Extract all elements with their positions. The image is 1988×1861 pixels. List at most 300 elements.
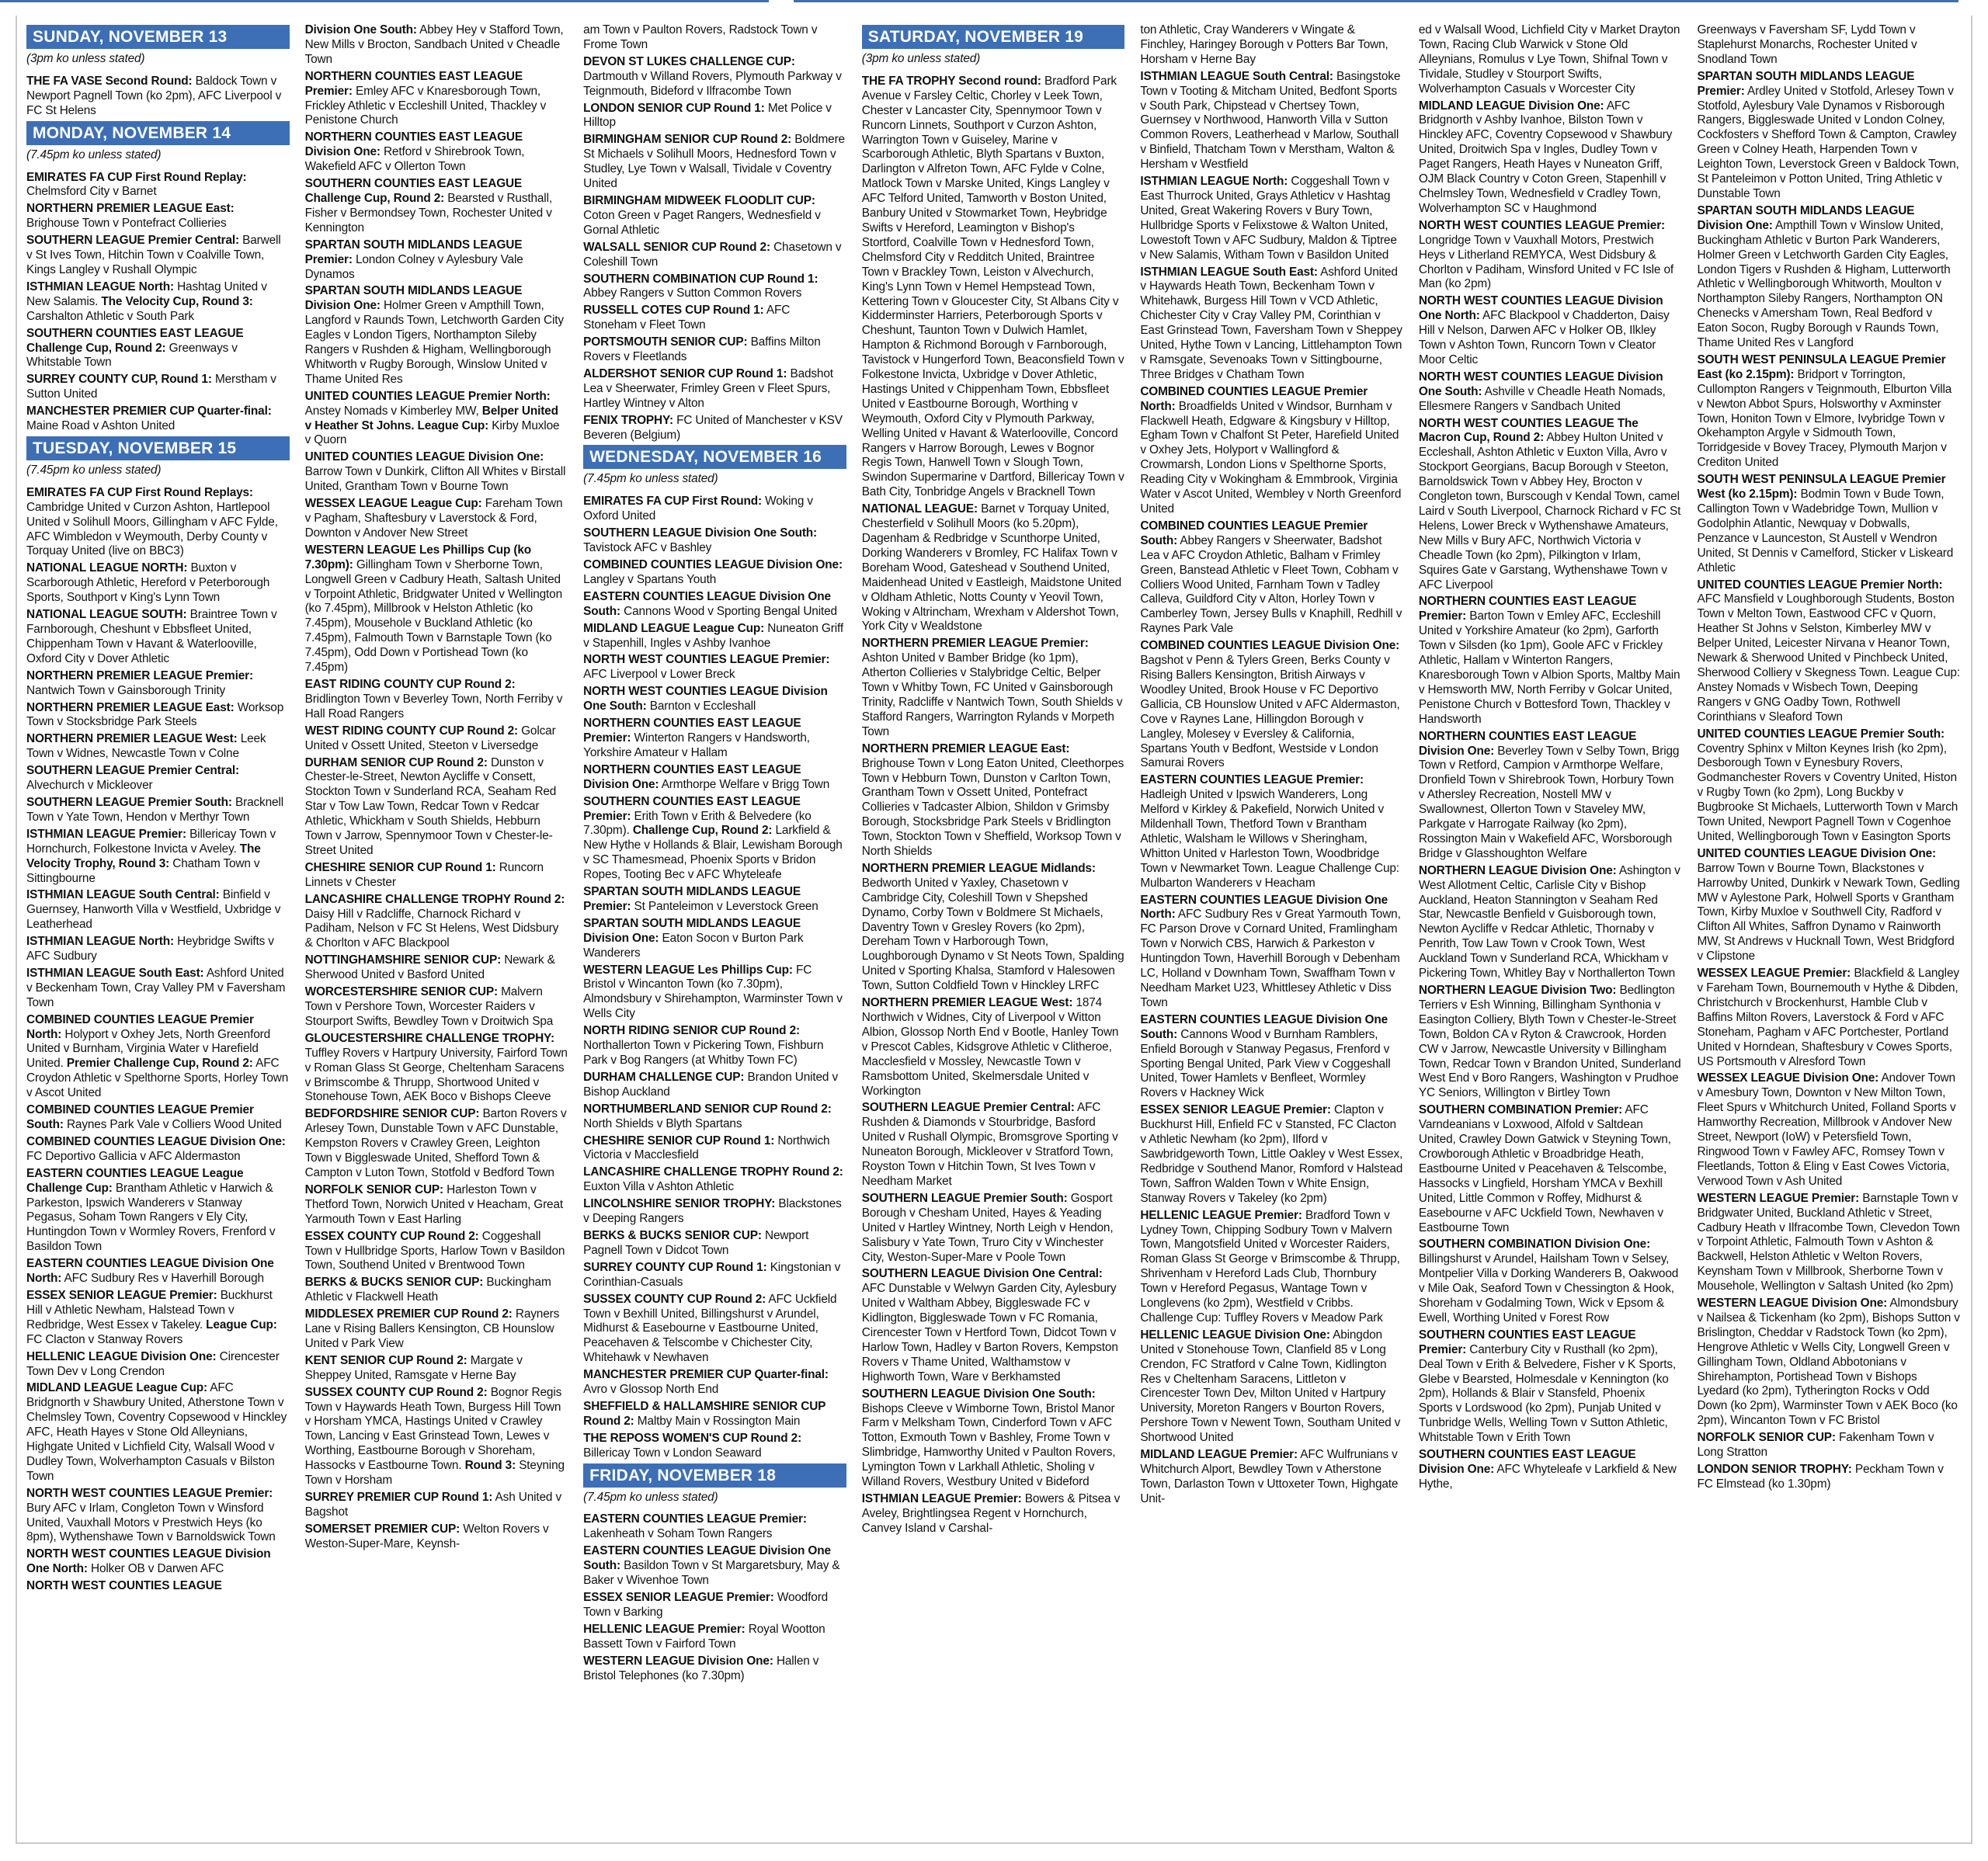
competition-name: Premier Challenge Cup, Round 2: [66, 1057, 253, 1071]
fixture-list: North Shields v Blyth Spartans [583, 1116, 742, 1130]
competition-name: EASTERN COUNTIES LEAGUE Division One South: [1140, 1012, 1388, 1041]
fixture-list: Emley AFC v Knaresborough Town, Frickley Athletic v Eccleshill United, Thackley v Penistone Church [304, 84, 547, 127]
fixture-list: Fakenham Town v Long Stratton [1697, 1431, 1934, 1460]
fixture-list: Boldmere St Michaels v Solihull Moors, Hednesford Town v Studley, Lye Town v Walsall, Tividale v Coventry United [583, 133, 845, 191]
fixture-entry [583, 1197, 846, 1227]
competition-name: NORFOLK SENIOR CUP: [1697, 1431, 1836, 1445]
fixture-list: Barton Rovers v Arlesey Town, Dunstable Town v AFC Dunstable, Kempston Rovers v Crawley Green, Leighton Town v Biggleswade United, Shefford Town & Campton v Luton Town, Stotfold v Bedford Town [304, 1107, 567, 1179]
fixture-entry [305, 130, 568, 175]
fixture-list: AFC Sudbury Res v Great Yarmouth Town, FC Parson Drove v Cornard United, Framlingham Town v Norwich CBS, Harwich & Parkeston v Huntingdon Town, Haverhill Borough v Debenham LC, Holland v Downham Town, Swaffham Town v Needham Market U23, Whittlesey Athletic v Diss Town [1140, 908, 1401, 1009]
fixture-list: Billingshurst v Arundel, Hailsham Town v Selsey, Montpelier Villa v Dorking Wanderers B, Oakwood v Mile Oak, Seaford Town v Chessington & Hook, Shoreham v Godalming Town, Wick v Epsom & Ewell, Worthing United v Forest Row [1418, 1252, 1679, 1325]
fixture-list: Cannons Wood v Sporting Bengal United [624, 604, 837, 618]
competition-name: SOUTHERN LEAGUE Premier Central: [26, 764, 239, 778]
fixture-list: Greenways v Faversham SF, Lydd Town v Staplehurst Monarchs, Rochester United v Snodland Town [1697, 23, 1917, 66]
fixture-entry [26, 1350, 290, 1380]
fixture-entry [1419, 417, 1682, 593]
competition-name: CHESHIRE SENIOR CUP Round 1: [304, 860, 496, 874]
fixture-list: Nuneaton Griff v Stapenhill, Ingles v Ashby Ivanhoe [583, 621, 843, 650]
competition-name: BEDFORDSHIRE SENIOR CUP: [304, 1107, 480, 1121]
fixture-list: FC Bristol v Wincanton Town (ko 7.30pm), Almondsbury v Shirehampton, Warminster Town v Wells City [583, 963, 843, 1021]
fixture-list: Brantham Athletic v Harwich & Parkeston, Ipswich Wanderers v Stanway Pegasus, Soham Town Rangers v Ely City, Huntingdon Town v Wormley Rovers, Frenford v Basildon Town [26, 1181, 276, 1254]
fixture-list: AFC Whyteleafe v Larkfield & New Hythe, [1418, 1463, 1677, 1491]
fixture-list: 1874 Northwich v Widnes, City of Liverpool v Witton Albion, Glossop North End v Bootle, Hanley Town v Prescot Cables, Kidsgrove Athletic v Clitheroe, Macclesfield v Mossley, Newcastle Town v Ramsbottom United, Skelmersdale United v Workington [861, 996, 1119, 1098]
fixture-list: Barnton v Eccleshall [649, 700, 756, 713]
fixture-list: Alvechurch v Mickleover [26, 779, 153, 793]
fixture-list: Bagshot v Penn & Tylers Green, Berks County v Rising Ballers Kensington, British Airways v Woodley United, Brook House v FC Deportivo Gallicia, CB Hounslow United v AFC Aldermaston, Cove v Raynes Lane, Hillingdon Borough v Langley, Molesey v Eversley & California, Spartans Youth v Bedfont, Westside v London Samurai Rovers [1140, 654, 1400, 770]
competition-name: EASTERN COUNTIES LEAGUE Division One South: [583, 589, 831, 618]
competition-name: WORCESTERSHIRE SENIOR CUP: [304, 985, 498, 999]
fixture-entry [1140, 519, 1403, 637]
fixtures-column [583, 23, 846, 1836]
competition-name: NORTHERN PREMIER LEAGUE Premier: [861, 637, 1089, 651]
fixture-list: ton Athletic, Cray Wanderers v Wingate & Finchley, Haringey Borough v Potters Bar Town, Horsham v Herne Bay [1140, 23, 1388, 66]
fixture-list: Peckham Town v FC Elmstead (ko 1.30pm) [1697, 1463, 1944, 1491]
competition-name: MANCHESTER PREMIER CUP Quarter-final: [26, 404, 272, 418]
fixture-entry [1140, 639, 1403, 771]
fixture-entry [305, 70, 568, 129]
fixtures-column [26, 23, 290, 1836]
fixture-entry [583, 1261, 846, 1290]
competition-name: SUSSEX COUNTY CUP Round 2: [304, 1385, 488, 1399]
fixture-list: AFC Bridgnorth v Shawbury United, Atherstone Town v Chelmsley Town, Coventry Copsewood v Hinckley AFC, Heath Hayes v Stone Old Alleynians, Highgate United v Lichfield City, Walsall Wood v Dudley Town, Wolverhampton Casuals v Bilston Town [26, 1381, 287, 1483]
competition-name: NORTHERN LEAGUE Division One: [1418, 863, 1617, 877]
competition-name: UNITED COUNTIES LEAGUE Premier North: [1697, 578, 1943, 592]
fixture-entry [583, 495, 846, 524]
fixture-entry [305, 1354, 568, 1384]
fixture-list: AFC Bridgnorth v Ashby Ivanhoe, Bilston Town v Hinckley AFC, Coventry Copsewood v Shawbury United, Droitwich Spa v Ingles, Dudley Town v Paget Rangers, Heath Hayes v Nuneaton Griff, OJM Black Country v Coton Green, Stapenhill v Chelmsley Town, Wednesfield v Cradley Town, Wolverhampton SC v Haughmond [1418, 99, 1673, 215]
fixture-list: Welton Rovers v Weston-Super-Mare, Keynsh- [304, 1522, 549, 1550]
competition-name: HELLENIC LEAGUE Division One: [26, 1349, 217, 1363]
competition-name: SOUTHERN COUNTIES EAST LEAGUE Premier: [583, 794, 801, 823]
competition-name: SOUTHERN LEAGUE Premier South: [861, 1191, 1068, 1205]
fixture-entry [583, 367, 846, 411]
fixture-entry [26, 1381, 290, 1484]
competition-name: EASTERN COUNTIES LEAGUE Division One North: [26, 1257, 274, 1286]
competition-name: League Cup: [206, 1318, 277, 1332]
fixture-list: Gosport Borough v Chesham United, Hayes & Yeading United v Hartley Wintney, North Leigh v Hendon, Salisbury v Yate Town, Truro City v Winchester City, Weston-Super-Mare v Poole Town [861, 1191, 1114, 1264]
fixture-list: Ashford United v Haywards Heath Town, Beckenham Town v Whitehawk, Burgess Hill Town v VCD Athletic, Chichester City v Cray Valley PM, Corinthian v East Grinstead Town, Faversham Town v Sheppey United, Hythe Town v Lancing, Littlehampton Town v Ramsgate, Sevenoaks Town v Sittingbourne, Three Bridges v Chatham Town [1140, 265, 1402, 381]
fixture-entry [1140, 894, 1403, 1011]
fixture-entry [26, 701, 290, 731]
fixture-entry [583, 55, 846, 99]
competition-name: WESSEX LEAGUE Premier: [1697, 967, 1851, 981]
fixture-list: Ashton United v Bamber Bridge (ko 1pm), Atherton Collieries v Stalybridge Celtic, Belper Town v Whitby Town, FC United v Gainsborough Trinity, Radcliffe v Nantwich Town, South Shields v Stafford Rangers, Warrington Rylands v Morpeth Town [861, 651, 1123, 738]
competition-name: ESSEX SENIOR LEAGUE Premier: [26, 1288, 217, 1302]
fixtures-column [862, 23, 1125, 1836]
fixture-entry [583, 622, 846, 651]
fixture-entry [583, 717, 846, 761]
fixture-list: AFC Wulfrunians v Whitchurch Alport, Bewdley Town v Atherstone Town, Darlaston Town v Uttoxeter Town, Highgate Unit- [1140, 1448, 1399, 1505]
fixture-entry [1697, 847, 1960, 964]
day-heading: MONDAY, NOVEMBER 14 [26, 121, 290, 145]
competition-name: EASTERN COUNTIES LEAGUE Division One South: [583, 1544, 831, 1573]
fixture-entry [1697, 353, 1960, 470]
fixture-entry [583, 1134, 846, 1164]
competition-name: GLOUCESTERSHIRE CHALLENGE TROPHY: [304, 1031, 554, 1045]
competition-name: SOUTHERN COUNTIES EAST LEAGUE Premier: [1418, 1328, 1636, 1356]
competition-name: SOUTH WEST PENINSULA LEAGUE Premier East (ko 2.15pm): [1697, 352, 1946, 381]
fixture-entry [305, 985, 568, 1029]
fixture-list: Runcorn Linnets v Chester [304, 860, 544, 889]
fixture-entry [1419, 23, 1682, 97]
top-rule-segment-1 [0, 0, 769, 2]
competition-name: HELLENIC LEAGUE Premier: [1140, 1208, 1302, 1222]
competition-name: ESSEX SENIOR LEAGUE Premier: [1140, 1103, 1331, 1117]
competition-name: WESTERN LEAGUE Premier: [1697, 1191, 1860, 1205]
competition-name: LANCASHIRE CHALLENGE TROPHY Round 2: [583, 1165, 843, 1179]
fixture-entry [305, 953, 568, 983]
competition-name: WALSALL SENIOR CUP Round 2: [583, 240, 770, 254]
fixture-list: AFC Sudbury Res v Haverhill Borough [64, 1272, 264, 1286]
fixture-list: Ashington v West Allotment Celtic, Carlisle City v Bishop Auckland, Heaton Stannington v Seaham Red Star, Newcastle Benfield v Guisborough town, Newton Aycliffe v Redcar Athletic, Thornaby v Penrith, Tow Law Town v Crook Town, West Auckland Town v Sunderland RCA, Whickham v Pickering Town, Whitley Bay v Northallerton Town [1418, 863, 1680, 981]
fixture-entry [1419, 1238, 1682, 1325]
fixture-entry [583, 885, 846, 915]
fixture-list: Bury AFC v Irlam, Congleton Town v Winsford United, Vauxhall Motors v Prestwich Heys (ko 8pm), Wythenshawe Town v Barnoldswick Town [26, 1501, 276, 1544]
competition-name: SOUTHERN LEAGUE Premier Central: [26, 234, 239, 248]
fixture-entry [583, 763, 846, 793]
fixture-list: Coventry Sphinx v Milton Keynes Irish (ko 2pm), Desborough Town v Eynesbury Rovers, Godmanchester Rovers v Coventry United, Histon v Rugby Town (ko 2pm), Long Buckby v Bugbrooke St Michaels, Lutterworth Town v March Town United, Newport Pagnell Town v Cogenhoe United, Wellingborough Town v Easington Sports [1697, 741, 1958, 843]
competition-name: UNITED COUNTIES LEAGUE Division One: [1697, 846, 1937, 860]
competition-name: SOUTHERN COMBINATION Division One: [1418, 1238, 1651, 1252]
competition-name: SPARTAN SOUTH MIDLANDS LEAGUE Division One: [583, 916, 801, 945]
fixture-entry [1419, 219, 1682, 293]
competition-name: RUSSELL COTES CUP Round 1: [583, 304, 764, 318]
competition-name: BERKS & BUCKS SENIOR CUP: [583, 1228, 762, 1242]
fixture-entry [305, 756, 568, 859]
competition-name: Belper United v Heather St Johns. League Cup: [304, 404, 558, 432]
fixture-list: FC Deportivo Gallicia v AFC Aldermaston [26, 1149, 241, 1163]
fixture-list: Bearsted v Rusthall, Fisher v Bermondsey Town, Rochester United v Kennington [304, 191, 552, 234]
fixture-entry [583, 102, 846, 131]
fixture-entry [583, 241, 846, 270]
fixture-list: am Town v Paulton Rovers, Radstock Town v Frome Town [583, 23, 818, 51]
fixture-list: Barwell v St Ives Town, Hitchin Town v Coalville Town, Kings Langley v Rushall Olympic [26, 234, 281, 276]
competition-name: WESSEX LEAGUE League Cup: [304, 497, 482, 511]
fixture-list: Cirencester Town Dev v Long Crendon [26, 1349, 280, 1378]
fixture-entry [26, 327, 290, 371]
fixture-list: Brandon United v Bishop Auckland [583, 1070, 839, 1099]
fixture-entry [305, 1522, 568, 1552]
fixture-entry [26, 1167, 290, 1255]
kickoff-note: (7.45pm ko unless stated) [26, 463, 162, 477]
competition-name: MIDLAND LEAGUE Division One: [1418, 99, 1604, 113]
day-heading: WEDNESDAY, NOVEMBER 16 [583, 445, 846, 469]
fixture-entry [26, 1579, 290, 1594]
competition-name: CHESHIRE SENIOR CUP Round 1: [583, 1134, 775, 1148]
competition-name: NORTHERN PREMIER LEAGUE East: [26, 202, 235, 216]
fixture-list: Bishops Cleeve v Wimborne Town, Bristol Manor Farm v Melksham Town, Cinderford Town v AFC Totton, Exmouth Town v Bashley, Frome Town v Slimbridge, Hamworthy United v Paulton Rovers, Lymington Town v Larkhall Athletic, Sholing v Willand Rovers, Westbury United v Bideford [861, 1401, 1116, 1489]
fixture-entry [1140, 70, 1403, 172]
fixture-entry [26, 1289, 290, 1348]
competition-name: Division One South: [304, 23, 417, 36]
fixture-list: Worksop Town v Stocksbridge Park Steels [26, 700, 284, 729]
fixture-list: Eaton Socon v Burton Park Wanderers [583, 931, 804, 960]
fixture-list: ed v Walsall Wood, Lichfield City v Market Drayton Town, Racing Club Warwick v Stone Old Alleynians, Romulus v Lye Town, Shifnal Town v Tividale, Studley v Stourport Swifts, Wolverhampton Casuals v Worcester City [1418, 23, 1680, 95]
fixture-list: Ampthill Town v Winslow United, Buckingham Athletic v Burton Park Wanderers, Holmer Green v Letchworth Garden City Eagles, London Tigers v Rushden & Higham, Lutterworth Athletic v Wellingborough Whitworth, Moulton v Northampton Sileby Rangers, Northampton ON Chenecks v Amersham Town, Real Bedford v Eaton Socon, Rugby Borough v Raunds Town, Thame United Res v Langford [1697, 218, 1951, 350]
fixture-list: Almondsbury v Nailsea & Tickenham (ko 2pm), Bishops Sutton v Brislington, Cheddar v Radstock Town (ko 2pm), Hengrove Athletic v Wells City, Longwell Green v Gillingham Town, Oldland Abbotonians v Shirehampton, Portishead Town v Bishops Lyedard (ko 2pm), Tytherington Rocks v Odd Down (ko 2pm), Warminster Town v AEK Boco (ko 2pm), Wincanton Town v FC Bristol [1697, 1297, 1960, 1428]
competition-name: EMIRATES FA CUP First Round Replays: [26, 485, 253, 499]
fixture-list: Avro v Glossop North End [583, 1383, 719, 1397]
fixture-entry [305, 23, 568, 68]
competition-name: SURREY PREMIER CUP Round 1: [304, 1491, 493, 1504]
competition-name: NOTTINGHAMSHIRE SENIOR CUP: [304, 953, 502, 967]
day-heading: FRIDAY, NOVEMBER 18 [583, 1463, 846, 1488]
competition-name: BERKS & BUCKS SENIOR CUP: [304, 1276, 484, 1290]
fixture-entry [26, 202, 290, 231]
competition-name: SOUTHERN LEAGUE Division One South: [583, 526, 818, 540]
fixture-list: AFC Mansfield v Loughborough Students, Boston Town v Melton Town, Eastwood CFC v Quorn, Heather St Johns v Selston, Kimberley MW v Belper United, Leicester Nirvana v Heanor Town, Newark & Sherwood United v Pinchbeck United, Sherwood Colliery v Skegness Town. League Cup: Anstey Nomads v Wisbech Town, Deeping Rangers v GNG Oadby Town, Rothwell Corinthians v Sleaford Town [1697, 592, 1960, 724]
fixture-entry [26, 669, 290, 699]
competition-name: SPARTAN SOUTH MIDLANDS LEAGUE Premier: [304, 238, 523, 266]
kickoff-note: (7.45pm ko unless stated) [583, 472, 718, 486]
fixture-entry [1697, 1192, 1960, 1294]
competition-name: COMBINED COUNTIES LEAGUE Premier South: [26, 1103, 254, 1131]
fixture-entry [26, 373, 290, 402]
fixture-entry [583, 1544, 846, 1588]
fixture-list: AFC Croydon Athletic v Spelthorne Sports, Horley Town v Ascot United [26, 1057, 289, 1100]
kickoff-note: (3pm ko unless stated) [861, 52, 981, 65]
fixture-list: Barnet v Torquay United, Chesterfield v Solihull Moors (ko 5.20pm), Dagenham & Redbridge v Scunthorpe United, Dorking Wanderers v Bromley, FC Halifax Town v Boreham Wood, Gateshead v Southend United, Maidenhead United v Eastleigh, Maidstone United v Oldham Athletic, Notts County v Yeovil Town, Woking v Altrincham, Wrexham v Aldershot Town, York City v Wealdstone [861, 502, 1122, 634]
competition-name: THE FA VASE Second Round: [26, 74, 193, 88]
competition-name: UNITED COUNTIES LEAGUE Premier South: [1697, 727, 1945, 741]
competition-name: ISTHMIAN LEAGUE Premier: [861, 1492, 1022, 1505]
fixture-entry [583, 1229, 846, 1259]
fixture-entry [1419, 370, 1682, 415]
competition-name: EASTERN COUNTIES LEAGUE League Challenge Cup: [26, 1166, 244, 1195]
competition-name: ESSEX SENIOR LEAGUE Premier: [583, 1591, 774, 1604]
fixture-entry [305, 1230, 568, 1274]
fixture-list: Met Police v Hilltop [583, 101, 832, 130]
fixture-entry [305, 861, 568, 891]
fixture-list: Andover Town v Amesbury Town, Downton v New Milton Town, Fleet Spurs v Whitchurch United, Folland Sports v Hamworthy Recreation, Millbrook v Andover New Street, Newport (IoW) v Petersfield Town, Ringwood Town v Fawley AFC, Romsey Town v Fleetlands, Totton & Eling v East Cowes Victoria, Verwood Town v Ash United [1697, 1071, 1956, 1188]
fixture-list: Barnstaple Town v Bridgwater United, Buckland Athletic v Street, Cadbury Heath v Ilfracombe Town, Clevedon Town v Torpoint Athletic, Falmouth Town v Ashton & Backwell, Helston Athletic v Welton Rovers, Keynsham Town v Millbrook, Sherborne Town v Mousehole, Wellington v Saltash United (ko 2pm) [1697, 1191, 1960, 1293]
fixture-entry [305, 497, 568, 541]
fixture-list: Bradford Park Avenue v Farsley Celtic, Chorley v Leek Town, Chester v Lancaster City, Spennymoor Town v Runcorn Linnets, Southport v Curzon Ashton, Warrington Town v Guiseley, Marine v Scarborough Athletic, Blyth Spartans v Buxton, Darlington v Alfreton Town, AFC Fylde v Colne, Matlock Town v Marske United, Kings Langley v AFC Telford United, Tamworth v Boston United, Banbury United v Stowmarket Town, Heybridge Swifts v Hereford, Leamington v Bishop's Stortford, Coalville Town v Hednesford Town, Chelmsford City v Redditch United, Braintree Town v Brackley Town, Leiston v Alvechurch, King's Lynn Town v Hemel Hempstead Town, Kettering Town v Gloucester City, St Albans City v Kidderminster Harriers, Peterborough Sports v Cheshunt, Taunton Town v Dulwich Hamlet, Hampton & Richmond Borough v Farnborough, Tavistock v Hungerford Town, Beaconsfield Town v Folkestone Invicta, Uxbridge v Dover Athletic, Hastings United v Chippenham Town, Ebbsfleet United v Eastbourne Borough, Worthing v Weymouth, Oxford City v Plymouth Parkway, Welling United v Havant & Waterlooville, Concord Rangers v Harrow Borough, Lewes v Bognor Regis Town, Hanwell Town v Slough Town, Swindon Supermarine v Dartford, Billericay Town v Bath City, Tonbridge Angels v Bracknell Town [861, 74, 1124, 499]
competition-name: NORTH WEST COUNTIES LEAGUE Division One North: [26, 1547, 271, 1576]
fixture-entry [862, 996, 1125, 1099]
competition-name: NORTHERN PREMIER LEAGUE West: [861, 996, 1073, 1010]
fixture-entry [1697, 727, 1960, 845]
competition-name: SOUTHERN LEAGUE Division One South: [861, 1387, 1096, 1401]
fixture-entry [26, 404, 290, 434]
fixture-list: Kirby Muxloe v Quorn [304, 418, 560, 447]
fixture-entry [1697, 578, 1960, 725]
fixture-entry [305, 238, 568, 283]
fixture-entry [583, 590, 846, 620]
fixture-entry [26, 1013, 290, 1101]
fixture-entry [583, 1623, 846, 1652]
fixture-entry [1140, 1103, 1403, 1206]
fixture-list: Winterton Rangers v Handsworth, Yorkshire Amateur v Hallam [583, 731, 810, 759]
fixture-entry [1140, 1013, 1403, 1101]
fixture-entry [583, 1368, 846, 1397]
competition-name: SOUTHERN LEAGUE Premier South: [26, 795, 232, 809]
competition-name: NORTH WEST COUNTIES LEAGUE Premier: [583, 653, 830, 667]
competition-name: SOUTHERN COMBINATION Premier: [1418, 1103, 1623, 1117]
competition-name: ISTHMIAN LEAGUE South East: [1140, 265, 1318, 279]
fixture-entry [26, 1257, 290, 1286]
fixture-list: Tavistock AFC v Bashley [583, 541, 712, 555]
fixture-entry [1140, 23, 1403, 68]
fixture-list: Retford v Shirebrook Town, Wakefield AFC v Ollerton Town [304, 145, 525, 174]
fixture-list: Abbey Rangers v Sutton Common Rovers [583, 286, 802, 300]
competition-name: NORTHERN PREMIER LEAGUE East: [861, 741, 1070, 755]
competition-name: WESTERN LEAGUE Les Phillips Cup: [583, 963, 793, 977]
competition-name: HELLENIC LEAGUE Division One: [1140, 1328, 1330, 1342]
fixture-entry [305, 390, 568, 449]
competition-name: LONDON SENIOR TROPHY: [1697, 1463, 1852, 1476]
fixture-list: Barrow Town v Dunkirk, Clifton All Whites v Birstall United, Grantham Town v Bourne Town [304, 465, 566, 494]
competition-name: ALDERSHOT SENIOR CUP Round 1: [583, 366, 787, 380]
competition-name: NATIONAL LEAGUE NORTH: [26, 561, 188, 575]
fixture-entry [26, 1487, 290, 1546]
fixture-entry [1419, 984, 1682, 1101]
competition-name: SOUTHERN COUNTIES EAST LEAGUE Challenge Cup, Round 2: [304, 177, 523, 205]
competition-name: ISTHMIAN LEAGUE North: [1140, 175, 1288, 189]
fixture-list: Abbey Rangers v Sheerwater, Badshot Lea v AFC Croydon Athletic, Balham v Frimley Green, Banstead Athletic v Fleet Town, Cobham v Colliers Wood United, Farnham Town v Tadley Calleva, Guildford City v Alton, Horley Town v Camberley Town, Jersey Bulls v Knaphill, Redhill v Raynes Park Vale [1140, 533, 1402, 636]
fixture-entry [1697, 204, 1960, 351]
competition-name: COMBINED COUNTIES LEAGUE Division One: [583, 558, 843, 571]
fixture-entry [26, 486, 290, 560]
fixture-entry [1697, 23, 1960, 68]
competition-name: SPARTAN SOUTH MIDLANDS LEAGUE Division One: [304, 284, 523, 313]
kickoff-note: (3pm ko unless stated) [26, 52, 145, 65]
competition-name: ISTHMIAN LEAGUE South East: [26, 966, 204, 980]
fixture-list: Binfield v Guernsey, Hanworth Villa v Westfield, Uxbridge v Leatherhead [26, 888, 281, 932]
competition-name: DURHAM CHALLENGE CUP: [583, 1070, 745, 1084]
fixture-list: Newport Pagnell Town v Didcot Town [583, 1228, 809, 1257]
fixture-entry [26, 888, 290, 932]
competition-name: SUSSEX COUNTY CUP Round 2: [583, 1292, 766, 1306]
fixture-entry [583, 795, 846, 883]
fixture-list: Newark & Sherwood United v Basford United [304, 953, 555, 982]
fixture-list: Basildon Town v St Margaretsbury, May & Baker v Wivenhoe Town [583, 1559, 840, 1588]
fixture-entry [1697, 473, 1960, 575]
fixture-entry [1697, 70, 1960, 202]
fixture-entry [1140, 266, 1403, 383]
fixture-list: Gillingham Town v Sherborne Town, Longwell Green v Cadbury Heath, Saltash United v Torpoint Athletic, Bridgwater United v Wellington (ko 7.45pm), Millbrook v Helston Athletic (ko 7.45pm), Mousehole v Buckland Athletic (ko 7.45pm), Falmouth Town v Barnstaple Town (ko 7.45pm), Odd Down v Portishead Town (ko 7.45pm) [304, 557, 562, 675]
competition-name: ESSEX COUNTY CUP Round 2: [304, 1229, 479, 1243]
fixture-entry [1140, 1448, 1403, 1507]
fixture-list: Braintree Town v Farnborough, Cheshunt v Ebbsfleet United, Chippenham Town v Havant & Waterlooville, Oxford City v Dover Athletic [26, 608, 277, 665]
fixture-list: Beverley Town v Selby Town, Brigg Town v Retford, Campion v Armthorpe Welfare, Dronfield Town v Shirebrook Town, Horbury Town v Athersley Recreation, Nostell MW v Swallownest, Ollerton Town v Staveley MW, Parkgate v Harrogate Railway (ko 2pm), Rossington Main v Wakefield AFC, Worsborough Bridge v Glasshoughton Welfare [1418, 744, 1680, 860]
fixture-list: Ashville v Cheadle Heath Nomads, Ellesmere Rangers v Sandbach United [1418, 384, 1666, 413]
day-heading: SATURDAY, NOVEMBER 19 [862, 25, 1125, 49]
fixture-list: Harleston Town v Thetford Town, Norwich United v Heacham, Great Yarmouth Town v East Harling [304, 1182, 563, 1226]
competition-name: COMBINED COUNTIES LEAGUE Premier South: [1140, 519, 1368, 547]
fixture-list: Bedlington Terriers v Esh Winning, Billingham Synthonia v Easington Colliery, Blyth Town v Chester-le-Street Town, Boldon CA v Ryton & Crawcrook, Horden CW v Jarrow, Newcastle University v Billingham Town, Redcar Town v Brandon United, Sunderland West End v Boro Rangers, Washington v Prudhoe YC Seniors, Willington v Birtley Town [1418, 984, 1681, 1100]
fixture-entry [1419, 595, 1682, 727]
fixture-list: AFC Varndeanians v Loxwood, Alfold v Saltdean United, Crawley Down Gatwick v Steyning Town, Crowborough Athletic v Broadbridge Heath, Eastbourne United v Peacehaven & Telscombe, Hassocks v Lingfield, Horsham YMCA v Bexhill United, Little Common v Roffey, Midhurst & Easebourne v AFC Uckfield Town, Newhaven v Eastbourne Town [1418, 1103, 1671, 1234]
fixture-list: Langley v Spartans Youth [583, 572, 717, 586]
competition-name: NATIONAL LEAGUE SOUTH: [26, 608, 187, 622]
fixture-entry [583, 558, 846, 588]
fixture-entry [1697, 1297, 1960, 1429]
fixture-list: Blackstones v Deeping Rangers [583, 1197, 842, 1226]
fixture-list: Hashtag United v New Salamis. [26, 279, 267, 308]
fixture-entry [26, 608, 290, 667]
competition-name: UNITED COUNTIES LEAGUE Premier North: [304, 389, 551, 403]
fixture-list: Abbey Hey v Stafford Town, New Mills v Brocton, Sandbach United v Cheadle Town [304, 23, 564, 66]
fixture-entry [305, 678, 568, 722]
competition-name: SOMERSET PREMIER CUP: [304, 1522, 461, 1536]
fixture-entry [583, 23, 846, 53]
competition-name: BIRMINGHAM MIDWEEK FLOODLIT CUP: [583, 193, 815, 207]
competition-name: SOUTHERN COMBINATION CUP Round 1: [583, 272, 818, 286]
fixture-entry [583, 1654, 846, 1684]
competition-name: NORTHERN PREMIER LEAGUE Premier: [26, 668, 253, 682]
fixture-list: Holker OB v Darwen AFC [91, 1562, 224, 1576]
competition-name: NORTHERN PREMIER LEAGUE West: [26, 732, 238, 746]
fixture-list: Greenways v Whitstable Town [26, 341, 238, 370]
competition-name: MANCHESTER PREMIER CUP Quarter-final: [583, 1368, 829, 1382]
fixture-list: Billericay Town v Hornchurch, Folkestone Invicta v Aveley. [26, 827, 276, 856]
competition-name: NORFOLK SENIOR CUP: [304, 1182, 443, 1196]
fixture-list: Ashford United v Beckenham Town, Cray Valley PM v Faversham Town [26, 966, 286, 1009]
competition-name: COMBINED COUNTIES LEAGUE Division One: [1140, 639, 1400, 653]
fixture-list: Coggeshall Town v East Thurrock United, Grays Athleticv v Hashtag United, Great Wakering Rovers v Bury Town, Hullbridge Sports v Felixstowe & Walton United, Lowestoft Town v AFC Sudbury, Maldon & Tiptree v New Salamis, Witham Town v Basildon United [1140, 175, 1397, 262]
fixture-entry [26, 935, 290, 964]
fixture-entry [26, 732, 290, 762]
fixture-list: Broadfields United v Windsor, Burnham v Flackwell Heath, Edgware & Kingsbury v Hilltop, Egham Town v Chalfont St Peter, Harefield United v Oxhey Jets, Holyport v Wallingford & Crowmarsh, London Lions v Spelthorne Sports, Reading City v Wokingham & Emmbrook, Virginia Water v Ascot United, Wembley v North Greenford United [1140, 399, 1402, 516]
competition-name: LANCASHIRE CHALLENGE TROPHY Round 2: [304, 892, 565, 906]
kickoff-note: (7.45pm ko unless stated) [26, 148, 162, 161]
competition-name: NORTH WEST COUNTIES LEAGUE Division One South: [583, 685, 828, 713]
fixture-list: Buckingham Athletic v Flackwell Heath [304, 1276, 551, 1304]
fixture-list: FC Clacton v Stanway Rovers [26, 1332, 183, 1346]
fixture-entry [305, 1307, 568, 1352]
fixture-entry [583, 1512, 846, 1542]
fixture-entry [26, 171, 290, 200]
fixture-entry [583, 1432, 846, 1461]
fixture-list: Anstey Nomads v Kimberley MW, [304, 404, 479, 418]
fixture-entry [583, 963, 846, 1023]
fixture-list: Barrow Town v Bourne Town, Blackstones v Harrowby United, Dunkirk v Newark Town, Gedling MW v Aylestone Park, Holwell Sports v Grantham Town, Kirby Muxloe v Southwell City, Radford v Clifton All Whites, Saffron Dynamo v Rainworth MW, St Andrews v Hucknall Town, West Bridgford v Clipstone [1697, 861, 1960, 963]
fixture-entry [305, 177, 568, 236]
competition-name: MIDLAND LEAGUE League Cup: [26, 1381, 207, 1395]
fixture-entry [583, 1293, 846, 1366]
competition-name: PORTSMOUTH SENIOR CUP: [583, 335, 748, 349]
fixture-entry [1697, 1431, 1960, 1460]
fixture-entry [862, 742, 1125, 859]
fixture-entry [1419, 1328, 1682, 1446]
fixture-entry [862, 1192, 1125, 1266]
competition-name: NORTHERN COUNTIES EAST LEAGUE Division One: [583, 762, 801, 791]
fixture-list: AFC Uckfield Town v Bexhill United, Billingshurst v Arundel, Midhurst & Easebourne v Eastbourne United, Peacehaven & Telscombe v Chichester City, Whitehawk v Newhaven [583, 1292, 837, 1365]
competition-name: Challenge Cup, Round 2: [632, 824, 773, 838]
fixture-list: Bodmin Town v Bude Town, Callington Town v Wadebridge Town, Mullion v Godolphin Atlantic, Newquay v Dobwalls, Penzance v Launceston, St Austell v Wendron United, St Dennis v Camelford, Sticker v Liskeard Athletic [1697, 488, 1954, 575]
competition-name: NORTHERN COUNTIES EAST LEAGUE Division One: [1418, 729, 1637, 758]
fixture-entry [1697, 1463, 1960, 1492]
competition-name: SPARTAN SOUTH MIDLANDS LEAGUE Premier: [583, 885, 801, 913]
fixture-entry [1697, 967, 1960, 1069]
competition-name: SOUTHERN COUNTIES EAST LEAGUE Division One: [1418, 1448, 1636, 1476]
fixture-entry [862, 502, 1125, 634]
competition-name: MIDLAND LEAGUE Premier: [1140, 1448, 1298, 1462]
competition-name: WESTERN LEAGUE Division One: [583, 1654, 773, 1668]
competition-name: NORTH WEST COUNTIES LEAGUE [26, 1579, 222, 1593]
fixture-list: AFC Dunstable v Welwyn Garden City, Aylesbury United v Waltham Abbey, Biggleswade FC v Kidlington, Biggleswade Town v FC Romania, Cirencester Town v Hertford Town, Didcot Town v Harlow Town, Hadley v Barton Rovers, Kempston Rovers v Thame United, Walthamstow v Highworth Town, Ware v Berkhamsted [861, 1282, 1118, 1384]
competition-name: SPARTAN SOUTH MIDLANDS LEAGUE Premier: [1697, 69, 1915, 98]
fixture-entry [583, 1024, 846, 1068]
fixtures-column [1140, 23, 1403, 1836]
fixture-entry [1419, 294, 1682, 368]
fixture-list: Badshot Lea v Sheerwater, Frimley Green v Fleet Spurs, Hartley Wintney v Alton [583, 366, 833, 410]
fixture-list: Ash United v Bagshot [304, 1491, 561, 1519]
fixture-list: Holmer Green v Ampthill Town, Langford v Raunds Town, Letchworth Garden City Eagles v London Tigers, Northampton Sileby Rangers v Rushden & Higham, Wellingborough Whitworth v Rugby Borough, Winslow United v Thame United Res [304, 299, 564, 386]
fixture-list: Coton Green v Paget Rangers, Wednesfield v Gornal Athletic [583, 208, 821, 237]
fixture-list: Canterbury City v Rusthall (ko 2pm), Deal Town v Erith & Belvedere, Fisher v K Sports, Glebe v Bearsted, Holmesdale v Kennington (ko 2pm), Hollands & Blair v Stansfeld, Phoenix Sports v Lordswood (ko 2pm), Punjab United v Tunbridge Wells, Welling Town v Sutton Athletic, Whitstable Town v Erith Town [1418, 1342, 1676, 1445]
